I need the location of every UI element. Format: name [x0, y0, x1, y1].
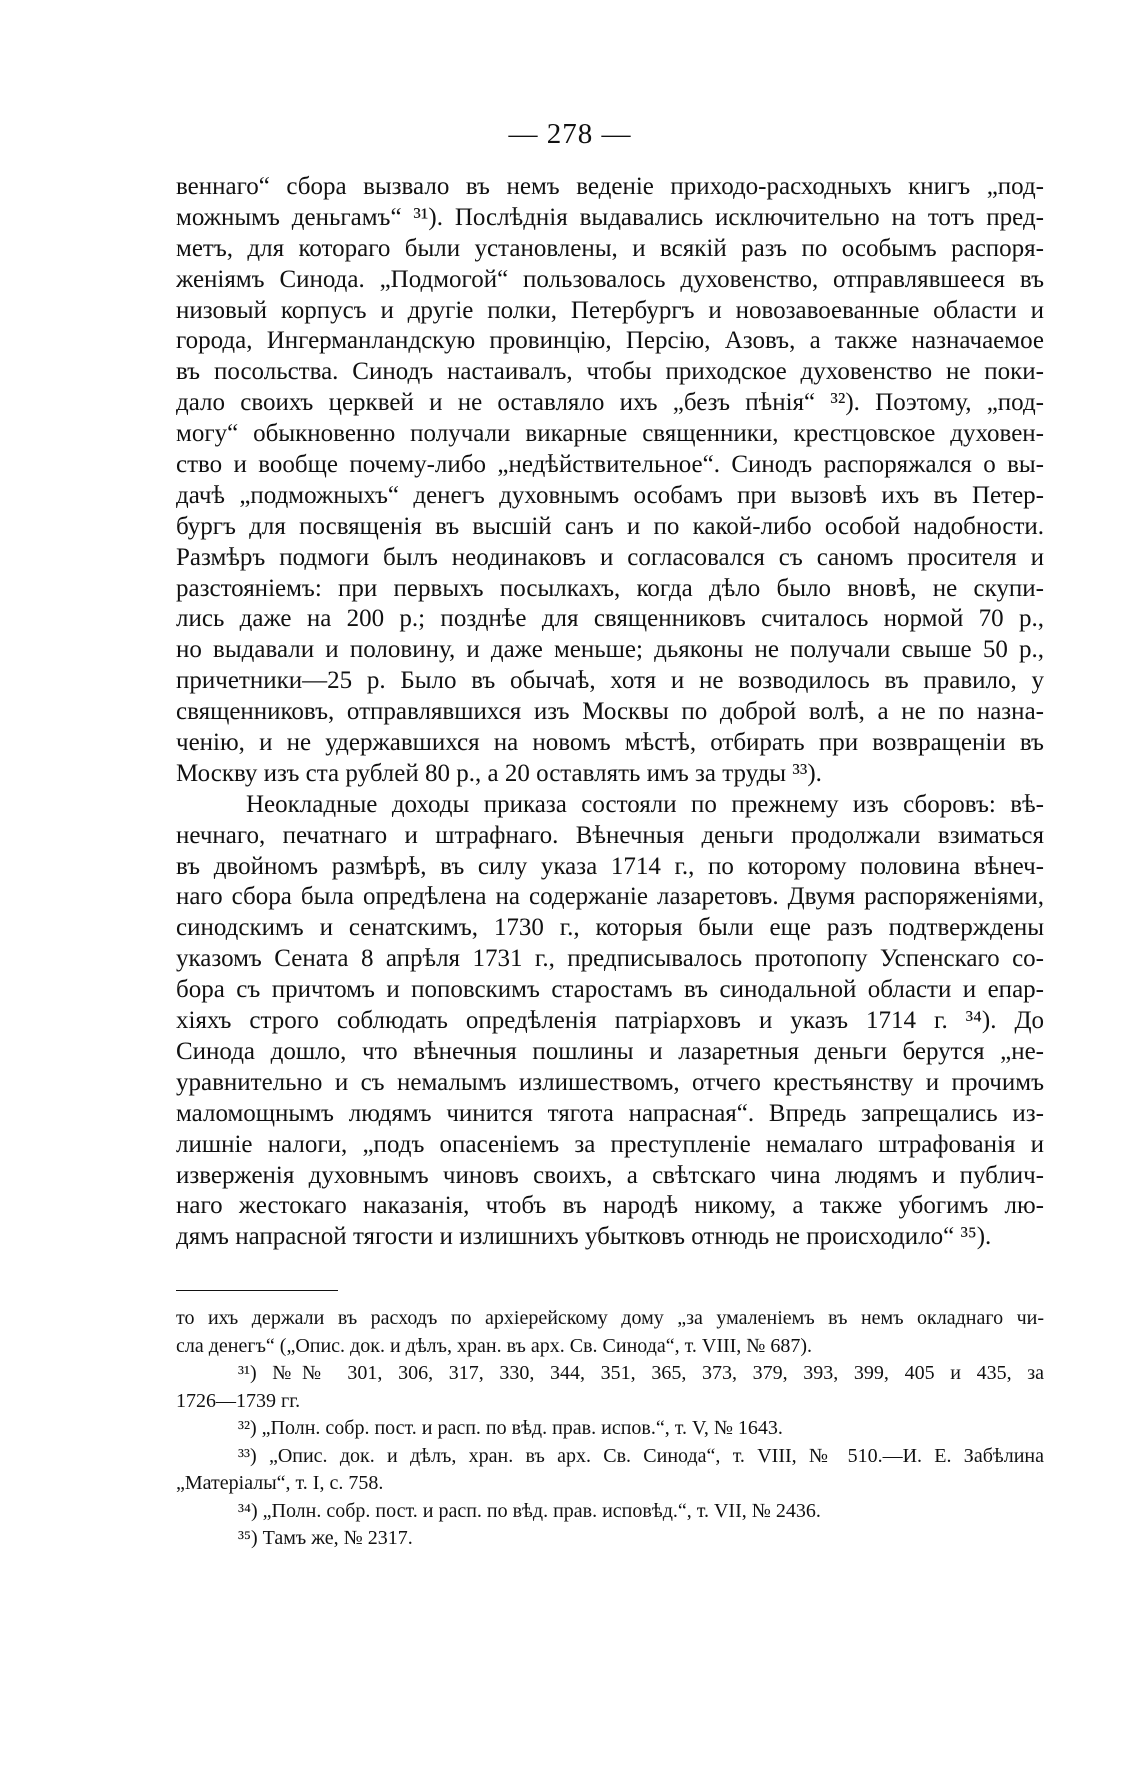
text-line: священниковъ, отправлявшихся изъ Москвы по доброй волѣ, а не по назна- — [176, 698, 1044, 726]
text-line: хіяхъ строго соблюдать опредѣленія патріарховъ и указъ 1714 г. ³⁴). До — [176, 1007, 1044, 1035]
footnote-34: ³⁴) „Полн. собр. пост. и расп. по вѣд. прав. исповѣд.“, т. VII, № 2436. — [238, 1499, 821, 1522]
text-line: дало своихъ церквей и не оставляло ихъ „безъ пѣнія“ ³²). Поэтому, „под- — [176, 389, 1044, 417]
footnote-35: ³⁵) Тамъ же, № 2317. — [238, 1527, 413, 1549]
text-line: Синода дошло, что вѣнечныя пошлины и лазаретныя деньги берутся „не- — [176, 1037, 1044, 1065]
footnote-divider — [176, 1290, 338, 1291]
text-line: дямъ напрасной тягости и излишнихъ убытковъ отнюдь не происходило“ ³⁵). — [176, 1223, 992, 1251]
text-line: метъ, для котораго были установлены, и всякій разъ по особымъ распоря- — [176, 234, 1044, 262]
text-line: но выдавали и половину, и даже меньше; дьяконы не получали свыше 50 р., — [176, 636, 1044, 664]
main-text — [176, 172, 1044, 1253]
text-line: женіямъ Синода. „Подмогой“ пользовалось духовенство, отправлявшееся въ — [176, 265, 1044, 293]
text-line: причетники—25 р. Было въ обычаѣ, хотя и не возводилось въ правило, у — [176, 667, 1044, 695]
footnote-31: ³¹) №№ 301, 306, 317, 330, 344, 351, 365, 373, 379, 393, 399, 405 и 435, за — [238, 1362, 1044, 1384]
text-line: синодскимъ и сенатскимъ, 1730 г., которыя были еще разъ подтверждены — [176, 914, 1044, 942]
text-line: разстояніемъ: при первыхъ посылкахъ, когда дѣло было вновѣ, не скупи- — [176, 574, 1044, 602]
text-line: лись даже на 200 р.; позднѣе для священниковъ считалось нормой 70 р., — [176, 605, 1044, 633]
text-line: лишніе налоги, „подъ опасеніемъ за преступленіе немалаго штрафованія и — [176, 1130, 1044, 1158]
text-line: ченію, и не удержавшихся на новомъ мѣстѣ, отбирать при возвращеніи въ — [176, 729, 1044, 757]
text-line: веннаго“ сбора вызвало въ немъ веденіе приходо-расходныхъ книгъ „под- — [176, 173, 1044, 200]
text-line: въ двойномъ размѣрѣ, въ силу указа 1714 г., по которому половина вѣнеч- — [176, 852, 1044, 880]
text-line: уравнительно и съ немалымъ излишествомъ, отчего крестьянству и прочимъ — [176, 1068, 1044, 1096]
paragraph-start: Неокладные доходы приказа состояли по прежнему изъ сборовъ: вѣ- — [246, 790, 1044, 818]
text-line: низовый корпусъ и другіе полки, Петербургъ и новозавоеванные области и — [176, 296, 1044, 324]
text-line: дачѣ „подможныхъ“ денегъ духовнымъ особамъ при вызовѣ ихъ въ Петер- — [176, 481, 1044, 509]
footnote-33: ³³) „Опис. док. и дѣлъ, хран. въ арх. Св. Синода“, т. VIII, № 510.—И. Е. Забѣлина — [238, 1444, 1044, 1467]
text-line: могу“ обыкновенно получали викарные священники, крестцовское духовен- — [176, 420, 1044, 448]
footnote-line: сла денегъ“ („Опис. док. и дѣлъ, хран. въ арх. Св. Синода“, т. VIII, № 687). — [176, 1334, 813, 1357]
text-line: маломощнымъ людямъ чинится тягота напрасная“. Впредь запрещались из- — [176, 1099, 1044, 1127]
text-line: бора съ причтомъ и поповскимъ старостамъ въ синодальной области и епар- — [176, 976, 1044, 1004]
text-line: наго жестокаго наказанія, чтобъ въ народѣ никому, а также убогимъ лю- — [176, 1192, 1044, 1220]
text-line: города, Ингерманландскую провинцію, Персію, Азовъ, а также назначаемое — [176, 327, 1044, 355]
text-line: нечнаго, печатнаго и штрафнаго. Вѣнечныя деньги продолжали взиматься — [176, 821, 1044, 849]
text-line: можнымъ деньгамъ“ ³¹). Послѣднія выдавались исключительно на тотъ пред- — [176, 203, 1044, 231]
footnotes — [176, 1305, 1044, 1553]
text-line: Москву изъ ста рублей 80 р., а 20 оставлять имъ за труды ³³). — [176, 759, 822, 787]
text-line: изверженія духовнымъ чиновъ своихъ, а свѣтскаго чина людямъ и публич- — [176, 1161, 1044, 1189]
text-line: ство и вообще почему-либо „недѣйствительное“. Синодъ распоряжался о вы- — [176, 451, 1044, 479]
footnote-line: то ихъ держали въ расходъ по архіерейскому дому „за умаленіемъ въ немъ окладнаго чи- — [176, 1307, 1044, 1329]
page-number: — 278 — — [508, 118, 632, 150]
footnote-line: „Матеріалы“, т. I, с. 758. — [176, 1472, 384, 1494]
footnote-line: 1726—1739 гг. — [176, 1389, 301, 1412]
text-line: въ посольства. Синодъ настаивалъ, чтобы приходское духовенство не поки- — [176, 358, 1044, 386]
text-line: указомъ Сената 8 апрѣля 1731 г., предписывалось протопопу Успенскаго со- — [176, 945, 1044, 973]
text-line: бургъ для посвященія въ высшій санъ и по какой-либо особой надобности. — [176, 512, 1044, 540]
text-line: наго сбора была опредѣлена на содержаніе лазаретовъ. Двумя распоряженіями, — [176, 883, 1044, 911]
text-line: Размѣръ подмоги былъ неодинаковъ и согласовался съ саномъ просителя и — [176, 543, 1044, 571]
footnote-32: ³²) „Полн. собр. пост. и расп. по вѣд. прав. испов.“, т. V, № 1643. — [238, 1417, 783, 1439]
